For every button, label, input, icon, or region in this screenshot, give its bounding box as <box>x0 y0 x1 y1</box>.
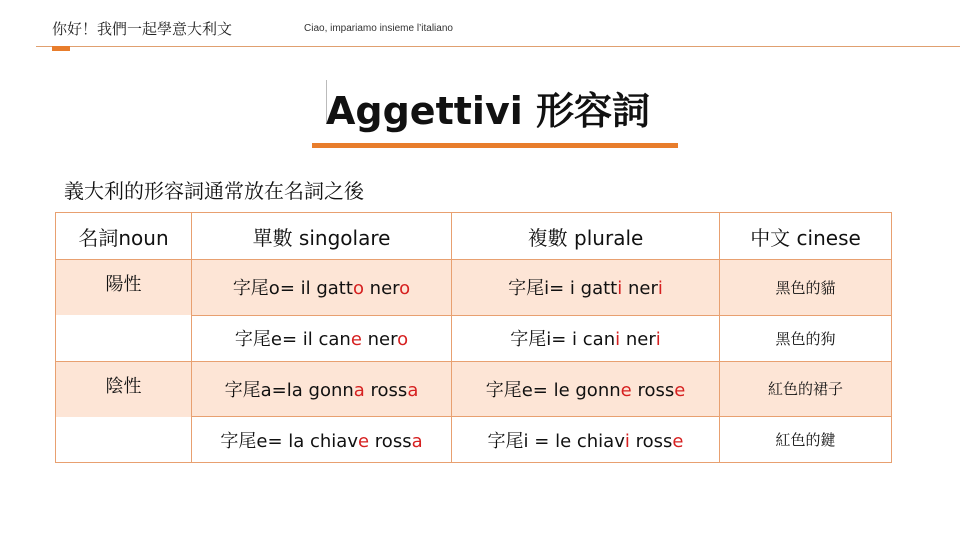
singular-adj-stem: ross <box>364 379 408 401</box>
adjective-table <box>55 212 892 463</box>
intro-text: 義大利的形容詞通常放在名詞之後 <box>64 179 364 203</box>
chinese-cell: 黑色的貓 <box>720 260 892 316</box>
gender-masculine: 陽性 <box>56 260 192 316</box>
gender-feminine-continued <box>56 417 192 463</box>
plural-adj-ending: i <box>655 329 661 350</box>
singular-prefix: 字尾a=la gonn <box>224 379 354 401</box>
top-bar <box>0 0 960 50</box>
plural-adj-ending: e <box>672 430 684 452</box>
plural-adj-stem: ner <box>622 278 658 300</box>
plural-prefix: 字尾i= i can <box>510 329 616 350</box>
table-row <box>56 315 892 361</box>
title-box <box>326 76 666 146</box>
singular-noun-ending: e <box>350 329 362 350</box>
plural-noun-ending: e <box>620 379 632 401</box>
singular-adj-ending: o <box>399 278 411 300</box>
title-underline <box>312 143 678 148</box>
table-row <box>56 260 892 316</box>
plural-prefix: 字尾e= le gonn <box>485 379 621 401</box>
page-title: Aggettivi 形容詞 <box>326 89 650 133</box>
plural-adj-stem: ross <box>629 430 673 452</box>
singular-prefix: 字尾e= la chiav <box>220 430 358 452</box>
header-chinese: 中文 cinese <box>720 213 892 260</box>
chinese-cell: 紅色的裙子 <box>720 361 892 417</box>
gender-masculine-continued <box>56 315 192 361</box>
singular-noun-ending: a <box>353 379 365 401</box>
singular-cell <box>192 315 452 361</box>
plural-cell <box>452 260 720 316</box>
gender-feminine: 陰性 <box>56 361 192 417</box>
plural-noun-ending: i <box>624 430 630 452</box>
table-row <box>56 417 892 463</box>
plural-adj-ending: i <box>657 278 663 300</box>
table-row <box>56 361 892 417</box>
plural-prefix: 字尾i = le chiav <box>487 430 625 452</box>
singular-prefix: 字尾o= il gatt <box>232 278 353 300</box>
plural-noun-ending: i <box>615 329 621 350</box>
singular-adj-stem: ross <box>369 430 412 452</box>
singular-adj-ending: o <box>397 329 409 350</box>
header-accent-mark <box>52 46 70 51</box>
singular-cell <box>192 260 452 316</box>
header-divider <box>36 46 960 47</box>
header-singular: 單數 singolare <box>192 213 452 260</box>
singular-adj-stem: ner <box>363 278 400 300</box>
header-title: 你好！我們一起學意大利文 <box>52 20 233 38</box>
singular-adj-ending: a <box>407 379 419 401</box>
chinese-cell: 黑色的狗 <box>720 315 892 361</box>
singular-prefix: 字尾e= il can <box>234 329 351 350</box>
singular-noun-ending: e <box>358 430 370 452</box>
plural-noun-ending: i <box>617 278 623 300</box>
plural-adj-ending: e <box>674 379 686 401</box>
plural-adj-stem: ner <box>620 329 656 350</box>
chinese-cell: 紅色的鍵 <box>720 417 892 463</box>
header-plural: 複數 plurale <box>452 213 720 260</box>
singular-adj-stem: ner <box>361 329 398 350</box>
singular-noun-ending: o <box>352 278 364 300</box>
plural-cell <box>452 417 720 463</box>
table-header-row <box>56 213 892 260</box>
plural-cell <box>452 315 720 361</box>
header-subtitle: Ciao, impariamo insieme l’italiano <box>304 23 453 34</box>
header-noun: 名詞noun <box>56 213 192 260</box>
singular-cell <box>192 361 452 417</box>
singular-adj-ending: a <box>411 430 423 452</box>
plural-cell <box>452 361 720 417</box>
plural-prefix: 字尾i= i gatt <box>508 278 618 300</box>
singular-cell <box>192 417 452 463</box>
plural-adj-stem: ross <box>631 379 675 401</box>
